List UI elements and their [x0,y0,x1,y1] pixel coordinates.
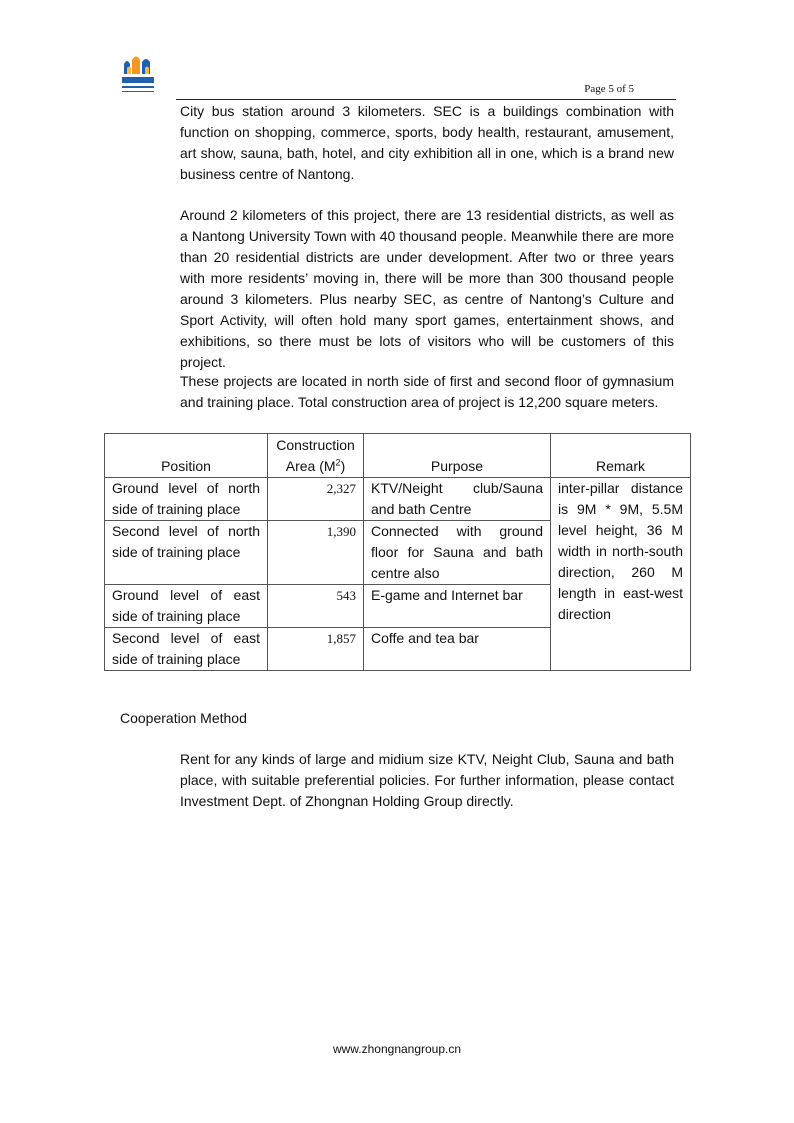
cell-area: 2,327 [268,478,364,521]
header-area-sup: 2 [335,457,341,468]
cell-area: 1,857 [268,628,364,671]
cell-purpose: KTV/Neight club/Sauna and bath Centre [364,478,551,521]
project-table [104,433,691,671]
cell-area: 1,390 [268,521,364,585]
cell-position: Ground level of east side of training place [105,585,268,628]
company-logo [118,52,158,98]
header-area-close: ) [340,458,346,474]
header-area [268,434,364,478]
cell-area: 543 [268,585,364,628]
body-paragraph-2: Around 2 kilometers of this project, there are 13 residential districts, as well as a Nantong University Town with 40 thousand people. Meanwhile there are more than 20 residential districts are under development. After two or three years with more residents’ moving in, there will be more than 300 thousand people around 3 kilometers. Plus nearby SEC, as centre of Nantong’s Culture and Sport Activity, will often hold many sport games, entertainment shows, and exhibitions, so there must be lots of visitors who will be customers of this project. [180,207,674,370]
body-paragraph-3: These projects are located in north side of first and second floor of gymnasium and training place. Total construction area of project is 12,200 square meters. [180,373,674,410]
cooperation-paragraph: Rent for any kinds of large and midium size KTV, Neight Club, Sauna and bath place, with suitable preferential policies. For further information, please contact Investment Dept. of Zhongnan Holding Group directly. [180,751,674,809]
header-area-line2: Area (M [285,458,336,474]
cell-purpose: E-game and Internet bar [364,585,551,628]
header-position: Position [105,434,268,478]
cell-purpose: Connected with ground floor for Sauna and bath centre also [364,521,551,585]
cell-position: Second level of north side of training place [105,521,268,585]
header-purpose: Purpose [364,434,551,478]
body-paragraph-1: City bus station around 3 kilometers. SEC is a buildings combination with function on shopping, commerce, sports, body health, restaurant, amusement, art show, sauna, bath, hotel, and city exhibition all in one, which is a brand new business centre of Nantong. [180,103,674,182]
cell-position: Second level of east side of training place [105,628,268,671]
header-rule [176,99,676,100]
cell-remark: inter-pillar distance is 9M * 9M, 5.5M level height, 36 M width in north-south direction, 260 M length in east-west direction [551,478,691,671]
header-area-line1: Construction [276,437,355,453]
section-heading-cooperation: Cooperation Method [120,710,247,726]
table-row [105,478,691,521]
cell-purpose: Coffe and tea bar [364,628,551,671]
footer-url[interactable]: www.zhongnangroup.cn [332,1042,462,1056]
header-remark: Remark [551,434,691,478]
cell-position: Ground level of north side of training place [105,478,268,521]
page-number: Page 5 of 5 [584,83,634,95]
table-header-row [105,434,691,478]
